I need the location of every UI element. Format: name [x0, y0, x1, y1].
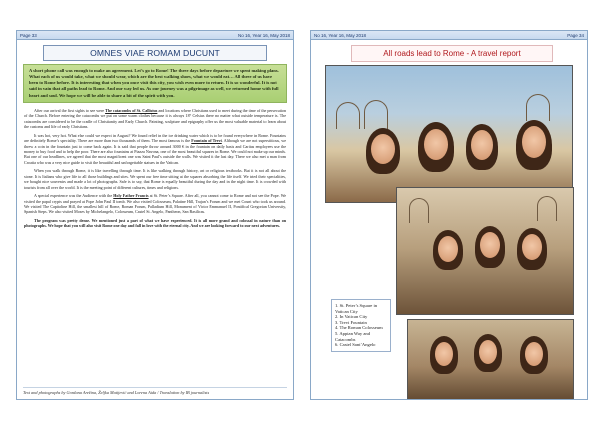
right-page-number: Page 34: [567, 32, 584, 38]
legend-item: 3. Trevi Fountain: [335, 319, 367, 325]
article-title: OMNES VIAE ROMAM DUCUNT: [43, 45, 267, 61]
photo-legend: [331, 299, 391, 352]
paragraph: After our arrival the first sights to see were The catacombs of St. Callistus and locations where Christians used to meet during the time of the persecution of the Church. Before entering the catacombs we put on some warm clothes because it is always 18° Celsius there no matter what outside temperature is. The catacombs are considered to be the cradle of Christianity and Early Church. Painting, sculpture and epigraphy offer us the most valuable material to learn about the customs and life of early Christians.: [24, 107, 286, 130]
right-page: [310, 30, 588, 400]
paragraph: A special experience was the Audience with the Holy Father Francis at St. Peter’s Square. After all, you cannot come to Rome and not see the Pope. We visited the papal crypts and prayed at Pope John Paul II tomb. We also visited Colosseum, Palatine Hill, Trajan’s Forum and we met Count who took us around. We visited The Capitoline Hill, the smallest hill of Rome, Roman Forum, Palladium Hill, Monument of Victor Emmanuel II, Pontifical Gregorian University, Spanish Steps. We also visited Moses by Michelangelo, Colosseum, Castel St. Angelo, Pantheon, San Basilicas.: [24, 193, 286, 215]
legend-item: 2. In Vatican City: [335, 314, 368, 320]
legend-item: 6. Castel Sant’Angelo: [335, 342, 376, 348]
left-issue-info: No 16, Year 16, May 2018: [237, 32, 290, 38]
article-lead: A short phone call was enough to make an agreement. Let’s go to Rome! The three days before departure we spent making plans. What each of us would take, what we should wear, which are the best walking shoes, what we would eat… All three of us have been to Rome before. It is interesting that when you once visit this city, you wish even more to return. It is so wonderful. It is not said in vain that all paths lead to Rome. And our way led us. As our journey was a pilgrimage as well, we returned home with full heart and soul. We hope we will be able to share a bit of the spirit with you.: [23, 64, 287, 103]
article-link[interactable]: Fountain of Trevi: [191, 138, 222, 144]
report-title: All roads lead to Rome - A travel report: [351, 45, 553, 62]
paragraph: It was hot, very hot. What else could we expect in August? We found relief in the ice drinking water which is to be found everywhere in Rome. Fountains are definitely Rome’s speciality. There are more than two thousands of them. The most famous is the Fountain of Trevi. Although we are not superstitious, we threw a coin in the fountain just to come back again. It is said that people throw around 3000 € in the fountain on daily basis and Caritas employees use the money to buy food and to help the poor. There are also fountains at Piazza Navona, one of the most beautiful squares in Rome. We could not make up our minds. But one of our headlines, we agreed that the most magnificent one was Saint Paul’s outside the walls. We visited it the last day. There we also met a man from Croatia who was a very nice guide to visit the beautiful and unforgettable statues in the Vatican.: [24, 132, 287, 165]
left-page-header: [17, 31, 293, 40]
legend-item: 5. Appian Way and Catacombs: [335, 330, 371, 342]
article-body: [24, 108, 286, 229]
legend-item: 1. St. Peter’s Square in Vatican City: [335, 303, 378, 314]
left-page-number: Page 33: [20, 32, 37, 38]
photo-group-colosseum: [325, 65, 573, 203]
photo-credit: Text and photographs by Gordana Arežina, Željka Matijević and Lorena Aida / Translation by IB journalists: [23, 387, 287, 395]
legend-item: 4. The Roman Colosseum: [335, 325, 383, 331]
photo-group-fountain: [396, 187, 574, 315]
right-issue-info: No 16, Year 16, May 2018: [314, 32, 367, 38]
paragraph-closing: The program was pretty dense. We mentioned just a part of what we have experienced. It is all more grand and colossal in nature than on photographs. We hope that you will also visit Rome one day and fall in love with the eternal city. And we are looking forward to our next adventures.: [24, 217, 286, 229]
paragraph: When you walk through Rome, it is like travelling through time. It is like walking through history, art or religious textbooks. But it is not all about the stone. It is Italians who give life to all those buildings and sites. We spent our free time sitting at the squares absorbing the life itself. We tried their specialities, we bought nice souvenirs and made a lot of photographs. Safe is to say, that Rome is equally beautiful during the day and in the night time. It is crowded with tourists from all over the world. It is the meeting point of different cultures, times and religions.: [24, 168, 286, 190]
article-link[interactable]: Holy Father Francis: [113, 193, 149, 199]
right-page-header: [311, 31, 587, 40]
article-link[interactable]: The catacombs of St. Callistus: [105, 107, 158, 113]
left-page: [16, 30, 294, 400]
photo-group-square: [407, 319, 574, 400]
